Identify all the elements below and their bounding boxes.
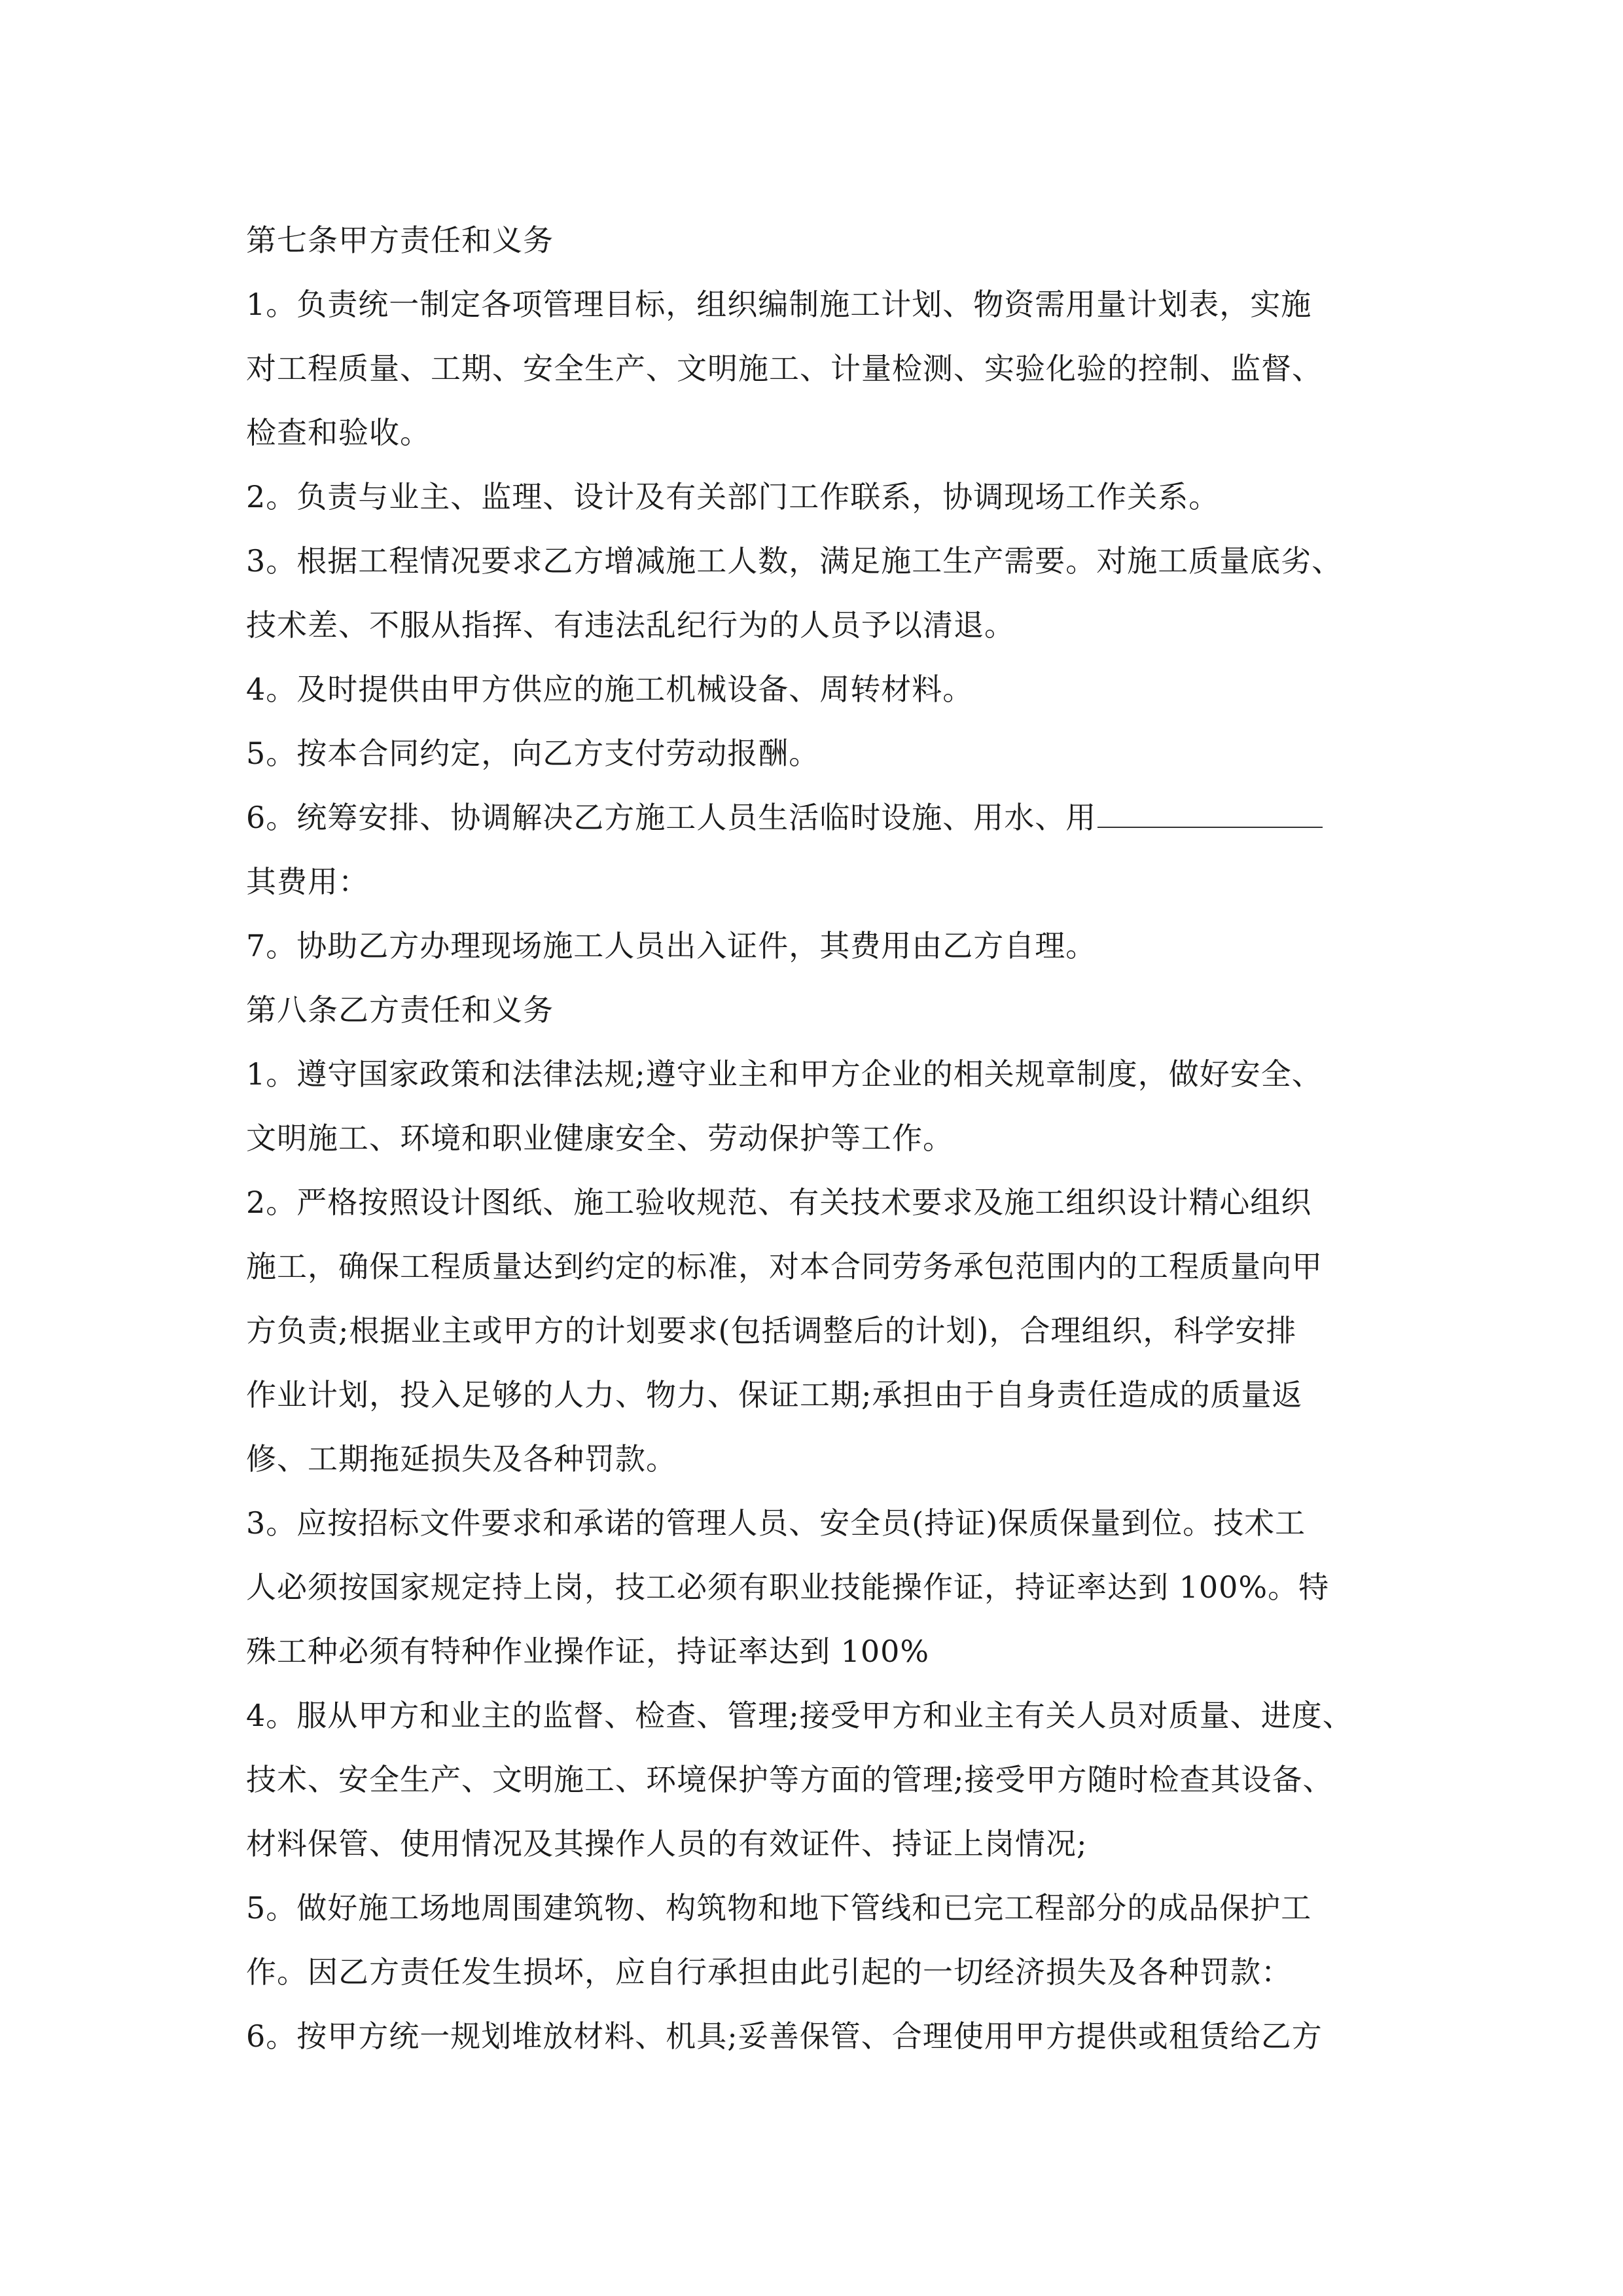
text-line: 6。按甲方统一规划堆放材料、机具;妥善保管、合理使用甲方提供或租赁给乙方	[246, 2018, 1323, 2054]
document-body	[246, 208, 1398, 2068]
text-line: 1。负责统一制定各项管理目标，组织编制施工计划、物资需用量计划表，实施	[246, 287, 1312, 322]
fill-in-blank	[1097, 802, 1323, 828]
text-line: 检查和验收。	[246, 415, 431, 450]
text-line: 殊工种必须有特种作业操作证，持证率达到 100%	[246, 1634, 930, 1669]
text-line: 施工，确保工程质量达到约定的标准，对本合同劳务承包范围内的工程质量向甲	[246, 1249, 1323, 1284]
text-line: 2。负责与业主、监理、设计及有关部门工作联系，协调现场工作关系。	[246, 479, 1220, 514]
text-line: 其费用：	[246, 864, 369, 899]
article-8-heading: 第八条乙方责任和义务	[246, 992, 554, 1028]
text-line: 3。根据工程情况要求乙方增减施工人数，满足施工生产需要。对施工质量底劣、	[246, 543, 1343, 579]
text-fragment: 6。统筹安排、协调解决乙方施工人员生活临时设施、用水、用	[246, 800, 1097, 835]
text-line: 对工程质量、工期、安全生产、文明施工、计量检测、实验化验的控制、监督、	[246, 351, 1323, 386]
text-line: 方负责;根据业主或甲方的计划要求(包括调整后的计划)，合理组织，科学安排	[246, 1313, 1297, 1348]
text-line: 2。严格按照设计图纸、施工验收规范、有关技术要求及施工组织设计精心组织	[246, 1185, 1312, 1220]
text-line: 作业计划，投入足够的人力、物力、保证工期;承担由于自身责任造成的质量返	[246, 1377, 1303, 1412]
text-line: 5。按本合同约定，向乙方支付劳动报酬。	[246, 736, 820, 771]
text-line: 1。遵守国家政策和法律法规;遵守业主和甲方企业的相关规章制度，做好安全、	[246, 1056, 1323, 1092]
text-line: 3。应按招标文件要求和承诺的管理人员、安全员(持证)保质保量到位。技术工	[246, 1505, 1306, 1541]
text-line: 5。做好施工场地周围建筑物、构筑物和地下管线和已完工程部分的成品保护工	[246, 1890, 1312, 1926]
text-line: 材料保管、使用情况及其操作人员的有效证件、持证上岗情况;	[246, 1826, 1088, 1861]
text-line: 4。及时提供由甲方供应的施工机械设备、周转材料。	[246, 672, 974, 707]
text-line: 4。服从甲方和业主的监督、检查、管理;接受甲方和业主有关人员对质量、进度、	[246, 1698, 1353, 1733]
text-line: 修、工期拖延损失及各种罚款。	[246, 1441, 677, 1477]
text-line: 技术、安全生产、文明施工、环境保护等方面的管理;接受甲方随时检查其设备、	[246, 1762, 1334, 1797]
text-line: 文明施工、环境和职业健康安全、劳动保护等工作。	[246, 1121, 954, 1156]
text-line: 作。因乙方责任发生损坏，应自行承担由此引起的一切经济损失及各种罚款：	[246, 1954, 1292, 1990]
text-line: 7。协助乙方办理现场施工人员出入证件，其费用由乙方自理。	[246, 928, 1097, 963]
article-7-heading: 第七条甲方责任和义务	[246, 223, 554, 258]
text-line: 技术差、不服从指挥、有违法乱纪行为的人员予以清退。	[246, 607, 1015, 643]
text-line-with-blank	[246, 785, 1398, 850]
text-line: 人必须按国家规定持上岗，技工必须有职业技能操作证，持证率达到 100%。特	[246, 1570, 1330, 1605]
